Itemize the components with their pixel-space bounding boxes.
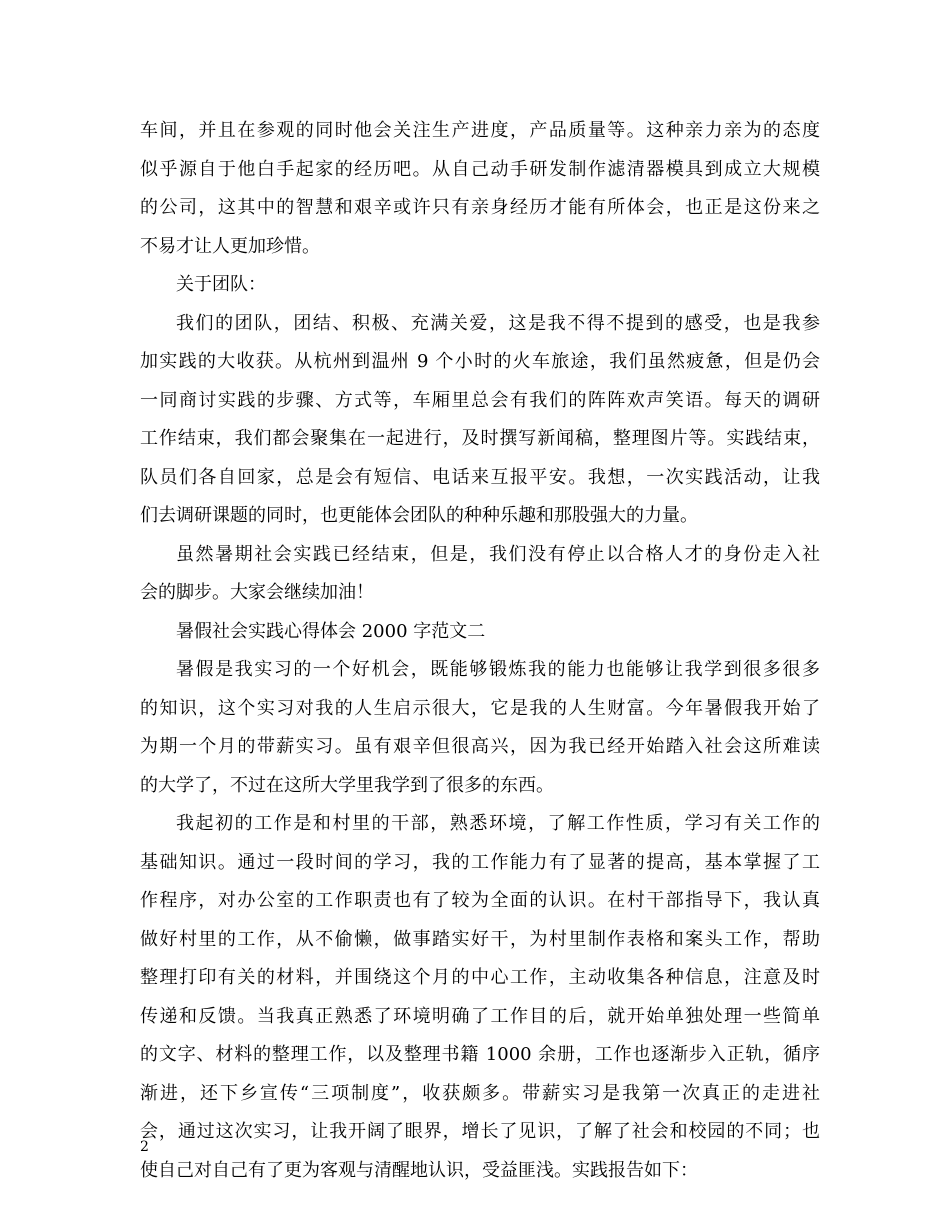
text-line: 基础知识。通过一段时间的学习，我的工作能力有了显著的提高，基本掌握了工 <box>140 851 820 873</box>
text-line: 似乎源自于他白手起家的经历吧。从自己动手研发制作滤清器模具到成立大规模 <box>140 158 820 180</box>
text-line: 作程序，对办公室的工作职责也有了较为全面的认识。在村干部指导下，我认真 <box>140 890 820 911</box>
text-line: 车间，并且在参观的同时他会关注生产进度，产品质量等。这种亲力亲为的态度 <box>140 120 820 141</box>
text-line: 我起初的工作是和村里的干部，熟悉环境，了解工作性质，学习有关工作的 <box>176 813 820 834</box>
text-line: 的知识，这个实习对我的人生启示很大，它是我的人生财富。今年暑假我开始了 <box>140 697 820 719</box>
text-line: 暑假社会实践心得体会 2000 字范文二 <box>176 620 486 642</box>
text-line: 一同商讨实践的步骤、方式等，车厢里总会有我们的阵阵欢声笑语。每天的调研 <box>140 389 820 411</box>
text-line: 使自己对自己有了更为客观与清醒地认识，受益匪浅。实践报告如下： <box>140 1159 698 1181</box>
text-line: 的大学了，不过在这所大学里我学到了很多的东西。 <box>140 774 554 796</box>
text-line: 会，通过这次实习，让我开阔了眼界，增长了见识，了解了社会和校园的不同；也 <box>140 1121 820 1142</box>
text-line: 传递和反馈。当我真正熟悉了环境明确了工作目的后，就开始单独处理一些简单 <box>140 1005 820 1027</box>
text-line: 做好村里的工作，从不偷懒，做事踏实好干，为村里制作表格和案头工作，帮助 <box>140 928 820 950</box>
text-line: 队员们各自回家，总是会有短信、电话来互报平安。我想，一次实践活动，让我 <box>140 466 820 488</box>
text-line: 加实践的大收获。从杭州到温州 9 个小时的火车旅途，我们虽然疲惫，但是仍会 <box>140 351 820 372</box>
text-line: 工作结束，我们都会聚集在一起进行，及时撰写新闻稿，整理图片等。实践结束， <box>140 428 820 449</box>
page-number: 2 <box>140 1139 149 1155</box>
text-line: 渐进，还下乡宣传“三项制度”，收获颇多。带薪实习是我第一次真正的走进社 <box>140 1082 820 1104</box>
text-line: 们去调研课题的同时，也更能体会团队的种种乐趣和那股强大的力量。 <box>140 505 698 526</box>
text-line: 我们的团队，团结、积极、充满关爱，这是我不得不提到的感受，也是我参 <box>176 312 820 334</box>
text-line: 会的脚步。大家会继续加油！ <box>140 582 374 603</box>
body-text <box>140 112 820 1190</box>
text-line: 不易才让人更加珍惜。 <box>140 235 320 257</box>
text-line: 为期一个月的带薪实习。虽有艰辛但很高兴，因为我已经开始踏入社会这所难读 <box>140 736 820 757</box>
text-line: 的文字、材料的整理工作，以及整理书籍 1000 余册，工作也逐渐步入正轨，循序 <box>140 1044 820 1065</box>
text-line: 暑假是我实习的一个好机会，既能够锻炼我的能力也能够让我学到很多很多 <box>176 659 820 680</box>
text-line: 关于团队： <box>176 274 266 295</box>
text-line: 虽然暑期社会实践已经结束，但是，我们没有停止以合格人才的身份走入社 <box>176 543 820 565</box>
text-line: 的公司，这其中的智慧和艰辛或许只有亲身经历才能有所体会，也正是这份来之 <box>140 197 820 218</box>
text-line: 整理打印有关的材料，并围绕这个月的中心工作，主动收集各种信息，注意及时 <box>140 967 820 988</box>
